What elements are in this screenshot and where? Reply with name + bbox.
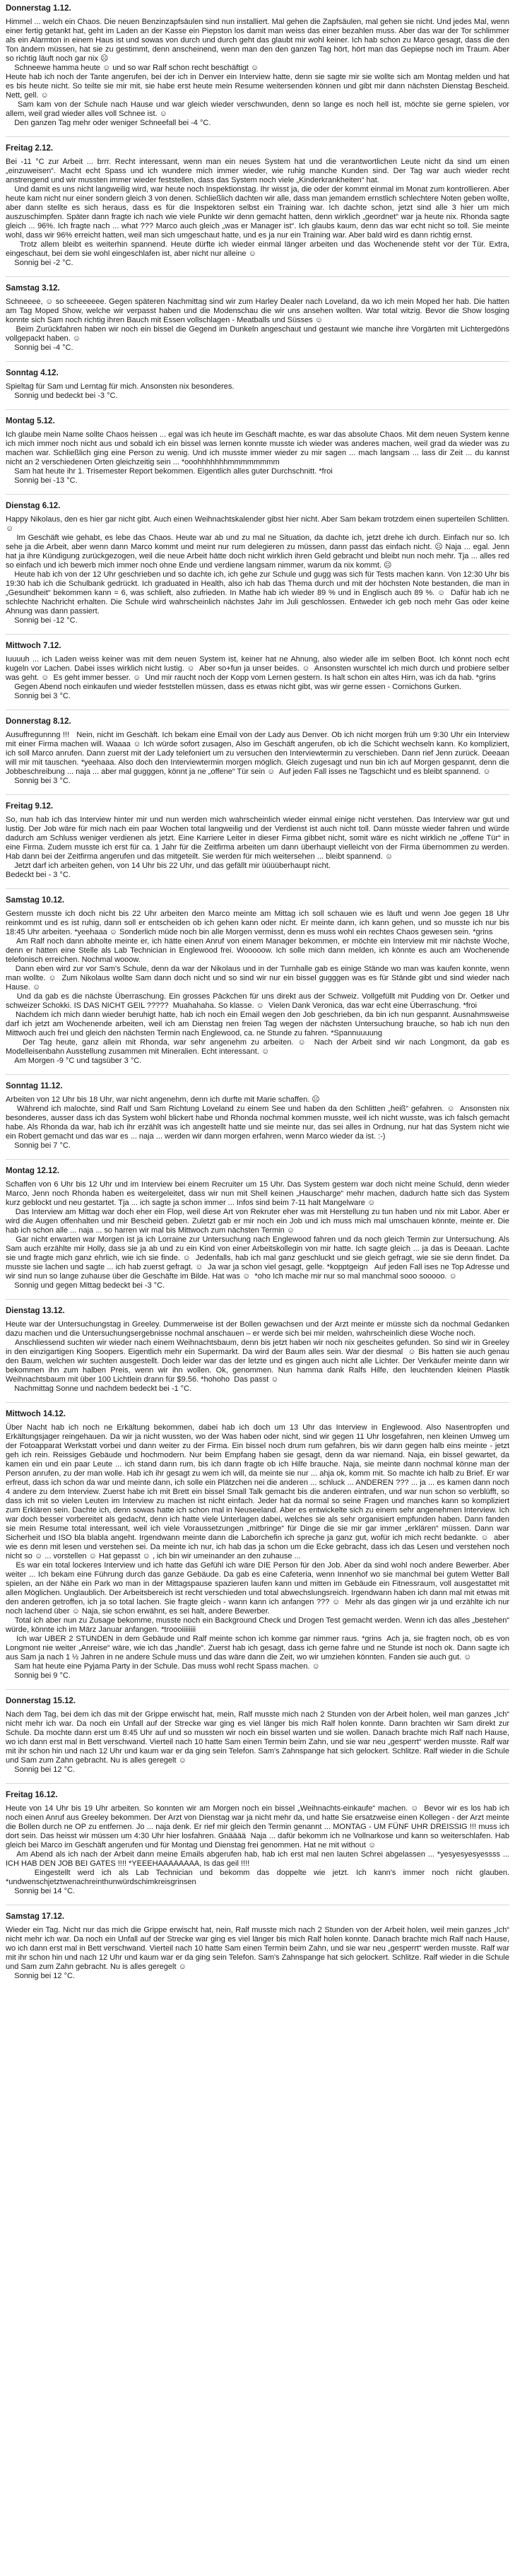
- entry-text: Happy Nikolaus, den es hier gar nicht gibt. Auch einen Weihnachtskalender gibst hier nicht. Aber Sam bekam trotzdem einen superteilen Schlitten. ☺ Im Geschäft wie gehabt, es lebe das Chaos. Heute war ab und zu mal ne Situation, da dachte ich, jetzt drehe ich durch. Einfach nur so. Ich sehe ja die Arbeit, aber wenn dann Marco kommt und meint nur rum delegieren zu müssen, dann passt das einfach nicht. ☹ Naja ... egal. Jenn hat ja ihre Kündigung zurückgezogen, weil die neue Arbeit hätte doch nicht wirklich ihren Geld gebracht und bleibt nun noch mehr. Tja ... alles red so einfach und ich bewerb mich immer noch ohne Ende und verdiene langsam nimmer, warum da nix kommt. ☹ Heute hab ich von der 12 Uhr geschrieben und so dachte ich, ich gehe zur Schule und gugg was sich für Tests machen kann. Von 12:30 Uhr bis 19:30 hab ich die Schulbank gedrückt. Ich graduated in Health, also ich hab das Thema durch und mit der höchsten Note bestanden, die man in „Gesundheit“ bekommen kann = 6, was schlieft, also zufrieden. In Mathe hab ich wieder 89 % und in Englisch auch 89 %. ☺ Dafür hab ich ne schlechte Nachricht erhalten. Die Schule wird wahrscheinlich nächstes Jahr im Juli geschlossen. Entweder ich geb noch mehr Gas oder keine Ahnung was dann passiert. Sonnig bei -12 °C.: [6, 515, 510, 625]
- entry-text: Bei -11 °C zur Arbeit ... brrr. Recht interessant, wenn man ein neues System hat und die verantwortlichen Leute nicht da sind um einen „einzuweisen“. Macht echt Spass und ich wundere mich immer wieder, wie ruhig manche Kunden sind. Der Tag war auch wieder recht anstrengend und wir mussten immer wieder feststellen, dass das System noch viele „Kinderkrankheiten“ hat. Und damit es uns nicht langweilig wird, war heute noch Inspektionstag. Ihr wisst ja, die oder der kommt einmal im Monat zum kontrollieren. Aber heute kam nicht nur einer sondern gleich 3 von denen. Schließlich dachten wir alle, dass man jemandem ernstlich schlechtere Noten geben wollte, aber dann stellte es sich heraus, dass es für die Inspektoren selbst ein Training war. Ich dachte schon, jetzt sind alle 3 hier um mich auszuschimpfen. Später dann fragte ich nach wie viele Punkte wir denn gemacht hatten, denn wirklich „geordnet“ war ja heute nix. Rhonda sagte gleich ... 96%. Ich fragte nach ... what ??? Marco auch gleich „was er Manager ist“. Ich glaubs kaum, denn das war echt nicht so toll. Sie meinte wohl, dass wir 96% erreicht hatten, weil man sich umgeschaut hatte, und es ja nur ein Training war. Aber bald wird es dann richtig ernst. Trotz allem bleibt es weiterhin spannend. Heute dürfte ich wieder einmal länger arbeiten und das Wochenende steht vor der Tür. Extra, eingeschaut, bei dem sie wohl eingeschlafen ist, aber nicht nur alleine ☺ Sonnig bei -2 °C.: [6, 158, 510, 267]
- diary-entry: [6, 896, 509, 1066]
- entry-date: Mittwoch 7.12.: [6, 642, 61, 650]
- entry-divider: [6, 794, 509, 795]
- diary-entry: [6, 1697, 509, 1775]
- entry-date: Donnerstag 15.12.: [6, 1697, 76, 1705]
- diary-entry: [6, 642, 509, 701]
- diary-entry: [6, 717, 509, 786]
- entry-text: Schaffen von 6 Uhr bis 12 Uhr und im Interview bei einem Recruiter um 15 Uhr. Das System gestern war doch nicht meine Schuld, denn wieder Marco, Jenn noch Rhonda haben es weitergeleitet, dass wir nun mit Shell keinen „Hauscharge“ mehr machen, dadurch hatte sich das System kurz geblockt und neu gestartet. Tja ... ich sagte ja schon immer ... Infos sind beim 7-11 halt Mangelware ☺ Das Interview am Mittag war doch eher ein Flop, weil diese Art von Rekruter eher was mit Herstellung zu tun haben und nix mit Labor. Aber er wird die Augen offenhalten und mir Bescheid geben. Zuletzt gab er mir noch ein Job und ich muss mich mal umschauen könnte, meinte er. Die hab ich schon alle ... naja ... so harren wir mal bis Mittwoch zum nächsten Termin ☺ Gar nicht erwarten war Morgen ist ja ich Lorraine zur Untersuchung nach Englewood fahren und da noch gleich Termin zur Untersuchung. Als Sam auch erzählte mir Holly, dass sie ja ab und zu ein Kind von einer Arbeitskollegin von mir hatte. Ich sagte gleich ... ja das is Deeaan. Lachte sie und fragte mich ganz ehrlich, wie ich sie finde. ☺ Jedenfalls, hab ich mal ganz geschluckt und sie gleich gefragt, wie sie sie denn findet. Da musste sie lachen und sagte ... ich hab zuerst gefragt. ☺ Ja war ja schon viel gesagt, gelle. *kopptgeign Auf jeden Fall ises ne Top Adresse und wir sind nun so lange zuhause über die Geschäfte im Bilde. Hat was ☺ *oho Ich mache mir nur so mal manchmal sooo sooooo. ☺ Sonnig und gegen Mittag bedeckt bei -3 °C.: [6, 1180, 510, 1290]
- entry-divider: [6, 1159, 509, 1160]
- diary-entry: [6, 417, 509, 486]
- entry-date: Donnerstag 8.12.: [6, 717, 71, 726]
- diary-entry: [6, 1791, 509, 1896]
- entry-divider: [6, 494, 509, 495]
- entry-text: Heute von 14 Uhr bis 19 Uhr arbeiten. So konnten wir am Morgen noch ein bissel „Weihnachts-einkaufe“ machen. ☺ Bevor wir es los hab ich noch einen Anruf aus Greeley bekommen. Der Arzt von Dienstag war ja nicht mehr da, und hatte Sie ersatzweise einen Kollegen - der Arzt meinte die Bollen durch ne OP zu entfernen. Jo ... naja denk. Er rief mir gleich den Termin genannt ... MONTAG - UM FÜNF UHR DREISSIG !!! muss ich dort sein. Das heisst wir müssen um 4:30 Uhr hier losfahren. Gnääää Naja ... dafür bekomm ich ne Vollnarkose und kann so weiterschlafen. Hab gleich bei Marco im Geschäft angerufen und für Montag und Dienstag frei genommen. Hat ne mit without ☺ Am Abend als ich nach der Arbeit dann meine Emails abgerufen hab, hab ich erst mal nen lauten Schrei abgelassen ... *yesyesyesyessss ... ICH HAB DEN JOB BEI GATES !!!! *YEEEHAAAAAAAA, Is das geil !!!! Eingestellt werd ich als Lab Technician und bekomm das doppelte wie jetzt. Ich kann's immer noch nicht glauben. *undwenschjetztwenachreinthunwürdschimkreisgrinsen Sonnig bei 14 °C.: [6, 1804, 510, 1895]
- entry-date: Montag 5.12.: [6, 417, 55, 425]
- entry-divider: [6, 409, 509, 410]
- entry-divider: [6, 1402, 509, 1403]
- entry-date: Sonntag 11.12.: [6, 1082, 63, 1090]
- entry-divider: [6, 634, 509, 635]
- entry-text: Nach dem Tag, bei dem ich das mit der Grippe erwischt hat, mein, Ralf musste mich nach 2 Stunden von der Arbeit holen, weil man ganzes „Ich“ nicht mehr ich war. Da noch ein Unfall auf der Strecke war ging es viel länger bis mich Ralf holen konnte. Dann brachten wir Sam direkt zur Schule. Da mochte dann erst um 8:45 Uhr auf und so mussten wir noch ein bissel warten und sie wollen. Danach brachte mich Ralf nach Hause, wo ich dann erst mal in Bett verschwand. Vierteil nach 10 hatte Sam einen Termin beim Zahn, und sie war neu „gesperrt“ werden musste. Ralf war mit ihr schon hin und nach 12 Uhr und kaum war er da ging sein Telefon. Sam's Zahnspange hat sich gelockert. Schlitze. Ralf wieder in die Schule und Sam zum Zahn gebracht. Nu is alles geregelt ☺ Sonnig bei 12 °C.: [6, 1710, 509, 1774]
- entry-text: Ich glaube mein Name sollte Chaos heissen ... egal was ich heute im Geschäft machte, es war das absolute Chaos. Mit dem neuen System kenne ich mich immer noch nicht aus und sobald ich ein bissel was lernen konnte musste ich wieder was anderes machen, weil grad da wieder was zu machen war. Schließlich ging eine Person zu wenig. Und ich musste immer wieder zu mir sagen ... mach langsam ... lass dir Zeit ... du kannst nicht an 2 verschiedenen Orten gleichzeitig sein ... *ooohhhhhhhmmmmmmmm Sam hat heute ihr 1. Trisemester Report bekommen. Eigentlich alles guter Durchschnitt. *froi Sonnig bei -13 °C.: [6, 430, 509, 485]
- entry-divider: [6, 888, 509, 889]
- entry-date: Freitag 2.12.: [6, 144, 54, 153]
- diary-entry: [6, 802, 509, 880]
- entry-text: Heute war der Untersuchungstag in Greeley. Dummerweise ist der Bollen gewachsen und der Arzt meinte er müsste sich da nochmal Gedanken dazu machen und die Untersuchungsergebnisse nochmal anschauen – er werde sich bei mir melden, wahrscheinlich diese Woche noch. Anschliessend suchten wir wieder nach einem Weihnachtsbaum, denn bis jetzt haben wir noch nix gescheites gefunden. So sind wir in Greeley in den einzigartigen King Soopers. Eigentlich mehr ein Supermarkt. Da wird der Baum alles sein. War der diesmal ☺ Bis hatten sie auch genau den Baum, welchen wir suchten ausgestellt. Doch leider war das der letzte und es gingen auch nicht alle Lichter. Der Verkäufer meinte dann wir bekommen ihn zum halben Preis, wenn wir ihn wollen. Ok, genommen. Nun hamma dank Ralfs Hilfe, den leuchtenden kleinen Plastik Weihnachtsbaum mit über 100 Lichtlein drann für $9.56. *hohoho Das passt ☺ Nachmittag Sonne und nachdem bedeckt bei -1 °C.: [6, 1320, 509, 1393]
- entry-text: Schneeee, ☺ so scheeeeee. Gegen späteren Nachmittag sind wir zum Harley Dealer nach Loveland, da wo ich mein Moped her hab. Die hatten am Tag Moped Show, welche wir verpasst haben und die Modenschau die wir uns ansehen wollten. War total witzig. Bevor die Show losging konnte sich Sam noch richtig ihren Bauch mit Essen vollschlagen - Meatballs und Süsses ☺ Beim Zurückfahren haben wir noch ein bissel die Gegend im Dunkeln angeschaut und gestaunt wie manche ihre Vorgärten mit Lichtergedöns vollgepackt haben. ☺ Sonnig bei -4 °C.: [6, 298, 509, 352]
- entry-text: Iuuuuh ... ich Laden weiss keiner was mit dem neuen System ist, keiner hat ne Ahnung, also wieder alle im selben Boot. Ich könnt noch echt kugeln vor Lachen. Dabei isses wirklich nicht lustig. ☺ Aber so+fun ja unser beides. ☺ Ansonsten wurschtel ich mich durch und probiere selber was geht. ☺ Es geht immer besser. ☺ Und mir raucht noch der Kopp vom Lernen gestern. Is halt schon ein altes Hirn, was ich da hab. *grins Gegen Abend noch einkaufen und wieder feststellen müssen, dass es etwas nicht gibt, was wir gerne essen - Cornichons Gurken. Sonnig bei 3 °C.: [6, 655, 509, 700]
- entry-text: Ausuffregunnng !!! Nein, nicht im Geschäft. Ich bekam eine Email von der Lady aus Denver. Ob ich nicht morgen früh um 9:30 Uhr ein Interview mit einer Firma machen will. Waaaa ☺ Ich würde sofort zusagen, Also im Geschäft angerufen, ob ich die Schicht wechseln kann. Ko kompliziert, ich soll Marco anrufen. Dann zuerst mit der Lady telefoniert um zu versuchen den Interviewtermin zu verschieben. Dann rief Jenn zurück. Deeaan will mir mit tauschen. *yeehaaa. Also doch den Interviewtermin morgen möglich. Gleich zugesagt und nun bin ich auf Morgen gespannt, denn die Jobbeschreibung ... naja ... aber mal gugggen, könnt ja ne „offene“ Tür sein ☺ Auf jeden Fall isses ne Tagschicht und es bleibt spannend. ☺ Sonnig bei 3 °C.: [6, 731, 509, 785]
- entry-date: Sonntag 4.12.: [6, 369, 59, 377]
- entry-date: Dienstag 6.12.: [6, 502, 61, 510]
- diary-entry: [6, 144, 509, 268]
- entry-date: Samstag 10.12.: [6, 896, 65, 905]
- entry-divider: [6, 1074, 509, 1075]
- entry-divider: [6, 276, 509, 277]
- entry-divider: [6, 361, 509, 362]
- entry-date: Donnerstag 1.12.: [6, 4, 71, 13]
- diary-entry: [6, 1912, 509, 1981]
- diary-entry: [6, 369, 509, 401]
- entry-text: Gestern musste ich doch nicht bis 22 Uhr arbeiten den Marco meinte am Mittag ich soll schauen wie es läuft und wenn Joe gegen 18 Uhr reinkommt und es ist ruhig, dann soll er entscheiden ob ich gehen kann oder nicht. Er meinte dann, ich kann gehen, und so musste ich nur bis 18:45 Uhr arbeiten. *yeehaaa ☺ Sonderlich müde noch bin alle Morgen vermisst, denn es muss wohl ein rechtes Chaos gewesen sein. *grins Am Ralf noch dann abholte meinte er, ich hätte einen Anruf von einem Manager bekommen, er möchte ein Interview mit mir nächste Woche, denn er hätten eine Stelle als Lab Technician in Englewood frei. Wooooow. Ich solle mich dann melden, ich könnte es auch am Wochenende telefonisch erreichen. Nochmal wooow. Dann eben wird zur vor Sam's Schule, denn da war der Nikolaus und in der Turnhalle gab es einige Stände wo man was kaufen konnte, wenn man wollte. ☺ Zum Nikolaus wollte Sam dann doch nicht und so sind wir nur ein bissel gugggen was es für Stände gibt und sind wieder nach Hause. ☺ Und da gab es die nächste Überraschung. Ein grosses Päckchen für uns direkt aus der Schweiz. Vollgefüllt mit Pudding von Dr. Oetker und schweizer Schokki. IS DAS NICHT GEIL ????? Muahahaha. So klasse. ☺ Vielen Dank Veronica, das war echt eine Überraschung. *froi Nachdem ich mich dann wieder beruhigt hatte, hab ich noch ein Email wegen den Job geschrieben, da bin ich nun gespannt. Ausnahmsweise darf ich jetzt am Wochenende arbeiten, weil ich am Dienstag nen freien Tag wegen der nächsten Untersuchung brauche, so hab ich nun den Mittwoch auch frei und gleich den nächsten Termin nach Englewood, ca. ne Stunde zu fahren. *Spannuuuung Der Tag heute, ganz allein mit Rhonda, war sehr angenehm zu arbeiten. ☺ Nach der Arbeit sind wir nach Longmont, da gab es Modelleisenbahn Ausstellung zusammen mit Mineralien. Echt interessant. ☺ Am Morgen -9 °C und tagsüber 3 °C.: [6, 910, 509, 1065]
- diary-entry: [6, 1307, 509, 1394]
- diary-entry: [6, 1167, 509, 1290]
- entry-divider: [6, 1783, 509, 1784]
- entry-divider: [6, 1299, 509, 1300]
- entry-date: Samstag 17.12.: [6, 1912, 65, 1921]
- diary-entry: [6, 1410, 509, 1681]
- entry-date: Dienstag 13.12.: [6, 1307, 65, 1315]
- entry-date: Samstag 3.12.: [6, 284, 60, 293]
- entry-date: Mittwoch 14.12.: [6, 1410, 66, 1418]
- entry-text: Spieltag für Sam und Lerntag für mich. Ansonsten nix besonderes. Sonnig und bedeckt bei -3 °C.: [6, 382, 235, 400]
- diary-entry: [6, 284, 509, 353]
- entry-text: Über Nacht hab ich noch ne Erkältung bekommen, dabei hab ich doch um 13 Uhr das Interview in Englewood. Also Nasentropfen und Erkältungsjager reingehauen. Da wir ja nicht wussten, wo der Was haben oder nicht, sind wir gegen 11 Uhr losgefahren, nen kleinen Umweg um der Fotoapparat Werkstatt vorbei und dann weiter zu der Firma. Ein bissel noch drum rum gefahren, bis wir dann gegen halb eins meinte - jetzt geh ich rein. Reissiges Gebäude und hochmodern. Nur beim Empfang haben sie gesagt, denn da war niemand. Naja, ein bissel gewartet, da kamen ein und ein paar Leute ... ich stand dann rum, bis ich dann fragte ob ich Hilfe brauche. Naja, sie meinte dann nochmal könne man der Person anrufen, zu der man wolle. Hab ich ihr gesagt zu wem ich will, da meinte sie nur ... ahja ok, komm mit. So machte ich halb zu Brief. Er war erfreut, dass ich schon da war und meinte dann, ich solle ein Plätzchen nei die anderen ... schluck ... ANDEREN ??? ... ja ... es kamen dann noch 4 andere zu dem Interview. Zuerst habe ich mit Brett ein bissel Small Talk gemacht bis die anderen eintrafen, und war nun schon so verblüfft, so dass ich mit so vielen Leuten im Interview zu machen ist nicht einfach. Jeder hat da normal so seine Fragen und manches kann so kompliziert zum Erklären sein. Dachte ich, denn sowas hatte ich schon mal in Neuseeland. Aber es entwickelte sich zu einem sehr angenehmen Interview. Ich war doch besser vorbereitet als gedacht, denn ich hatte viele Unterlagen dabei, welches sie als sehr organisiert empfunden haben. Dann fanden sie mein Resume total interessant, weil ich viele Voraussetzungen „mitbringe“ für Dinge die sie mir gar immer „erklären“ müssen. Dann war Sicherheit und ISO bla blabla angeht. Irgendwann meinte dann die Laborchefin ich spreche ja ganz gut, wofür ich mich recht bedankte. ☺ aber wie es denn mit lesen und verstehen sei. Da meinte ich nur, ich hab das ja schon um die Ecke gebracht, dass ich das Lesen und verstehen noch nicht so ☺ ... vorstellen ☺ Hat gepasst ☺ , ich bin wir umeinander an den zuhause ... Es war ein total lockeres Interview und ich hatte das Gefühl ich wäre DIE Person für den Job. Aber da sind wohl noch andere Bewerber. Aber weiter ... Ich bekam eine Führung durch das ganze Gebäude. Da gab es eine Cafeteria, wenn Innenhof wo sie manchmal bei gutem Wetter Ball spielen, an der Nähe ein Park wo man in der Mittagspause spazieren laufen kann und mitten im Gebäude ein Fitnessraum, voll ausgestattet mit allen Möglichen. Unglaublich. Der Arbeitsbereich ist recht verschieden und total abwechslungsreich. Irgendwann haben ich dann mal mit etwas mit den anderen getroffen, ich ja so total lachen. Sie fragte gleich - wann kann ich anfangen ??? ☺ Mehr als das gingen wir ja und erzählte ich nur noch lachend über ☺ Naja, sie schon erwähnt, es sei halt, andere Bewerber. Total ich aber nun zu Zusage bekomme, musste noch ein Background Check und Drogen Test gemacht werden. Wenn ich das alles „bestehen“ würde, könnte ich im März Januar anfangen. *troooiiiiiiii Ich war UBER 2 STUNDEN in dem Gebäude und Ralf meinte schon ich komme gar nimmer raus. *grins Ach ja, sie fragten noch, ob es von Longmont nie weiter „Anreise“ wäre, wie ich das „handle“. Zuerst hab ich gesagt, dass ich gerne fahre und ne Stunde ist noch ok. Dann sagte ich aus Sam ja nach 1 ½ Jahren in ne andere Schule muss und das wäre dann die Zeit, wo wir umziehen könnten. Fanden sie auch gut. ☺ Sam hat heute eine Pyjama Party in der Schule. Das muss wohl recht Spass machen. ☺ Sonnig bei 9 °C.: [6, 1423, 509, 1680]
- entry-text: So, nun hab ich das Interview hinter mir und nun werden mich wahrscheinlich wieder einmal einige nicht verstehen. Das Interview war gut und lustig. Der Job wäre für mich nach ein paar Wochen total langweilig und der Verdienst ist auch nicht toll. Dann müsste wieder fahren und würde dadurch am Schluss weniger verdienen als jetzt. Eine Karriere Leiter in dieser Firma gibbet nicht, somit wäre es nicht wirklich ne „offene Tür“ in eine Firma. Zudem musste ich erst für ca. 1 Jahr für die Zeitfirma arbeiten um dann überhaupt vielleicht von der Firma übernommen zu werden. Hab dann bei der Zeitfirma angerufen und das mitgeteilt. Sie werden für mich weitersehen ... bleibt spannend. ☺ Jetzt darf ich arbeiten gehen, von 14 Uhr bis 22 Uhr, und das gefällt mir üüüüberhaupt nicht. Bedeckt bei - 3 °C.: [6, 816, 509, 879]
- entry-divider: [6, 1689, 509, 1690]
- entry-date: Freitag 9.12.: [6, 802, 54, 811]
- diary-entry: [6, 1082, 509, 1151]
- entry-text: Himmel ... welch ein Chaos. Die neuen Benzinzapfsäulen sind nun installiert. Mal gehen die Zapfsäulen, mal gehen sie nicht. Und jedes Mal, wenn einer fertig getankt hat, geht im Laden an der Kasse ein Piepston los damit man weiss das einer bezahlen muss. Aber das war der Tor schlimmer als ein Alarmton in einem Haus ist und sowas von durch und durch geht das glaubt mir wohl keiner. Ich hab schon zu Marco gesagt, dass die den Ton ändern müssen, hat sie zu gestimmt, denn anscheinend, wenn man den den ganzen Tag hört, hört man das Gepiepse noch im Traum. Aber so richtig läuft noch gar nix ☹ Schneewe hamma heute ☺ und so war Ralf schon recht beschäftigt ☺ Heute hab ich noch der Tante angerufen, bei der ich in Denver ein Interview hatte, denn sie sagte mir sie wollte sich am Montag melden und hat es bis heute nicht. So teilte sie mir mit, sie habe erst heute mein Resume weitersenden können und gibt mir dann nächsten Dienstag Bescheid. Nett, gell. ☺ Sam kam von der Schule nach Hause und war gleich wieder verschwunden, denn so lange es noch hell ist, möchte sie gerne spielen, vor allem, weil grad wieder alles voll Schnee ist. ☺ Den ganzen Tag mehr oder weniger Schneefall bei -4 °C.: [6, 18, 509, 127]
- entry-date: Freitag 16.12.: [6, 1791, 58, 1799]
- entry-text: Wieder ein Tag. Nicht nur das mich die Grippe erwischt hat, nein, Ralf musste mich nach 2 Stunden von der Arbeit holen, weil mein ganzes „Ich“ nicht mehr ich war. Da noch ein Unfall auf der Strecke war ging es viel länger bis mich Ralf holen konnte. Danach brachte mich Ralf nach Hause, wo ich dann erst mal in Bett verschwand. Vierteil nach 10 hatte Sam einen Termin beim Zahn, und sie war neu „gesperrt“ werden musste. Ralf war mit ihr schon hin und nach 12 Uhr und kaum war er da ging sein Telefon. Sam's Zahnspange hat sich gelockert. Schlitze. Ralf wieder in die Schule und Sam zum Zahn gebracht. Nu is alles geregelt ☺ Sonnig bei 12 °C.: [6, 1926, 509, 1980]
- diary-entry: [6, 502, 509, 625]
- entry-divider: [6, 136, 509, 137]
- entry-text: Arbeiten von 12 Uhr bis 18 Uhr, war nicht angenehm, denn ich durfte mit Marie schaffen. ☹ Während ich malochte, sind Ralf und Sam Richtung Loveland zu einem See und haben da den Schlitten „heiß“ gefahren. ☺ Ansonsten nix besonderes, ausser dass ich das System wohl blickert habe und Rhonda nochmal kommen musste, weil ich nicht wusste, was ich falsch gemacht habe. Als Rhonda da war, hab ich ihr erzählt was ich angestellt hatte und sie meinte nur, das sei alles in Ordnung, nur hat das System nicht wie ein Robert gemacht und das war es ... naja ... werden wir dann morgen erfahren, wenn Marco wieder da ist. :-) Sonnig bei 7 °C.: [6, 1095, 509, 1150]
- entry-date: Montag 12.12.: [6, 1167, 60, 1175]
- diary-entry: [6, 4, 509, 128]
